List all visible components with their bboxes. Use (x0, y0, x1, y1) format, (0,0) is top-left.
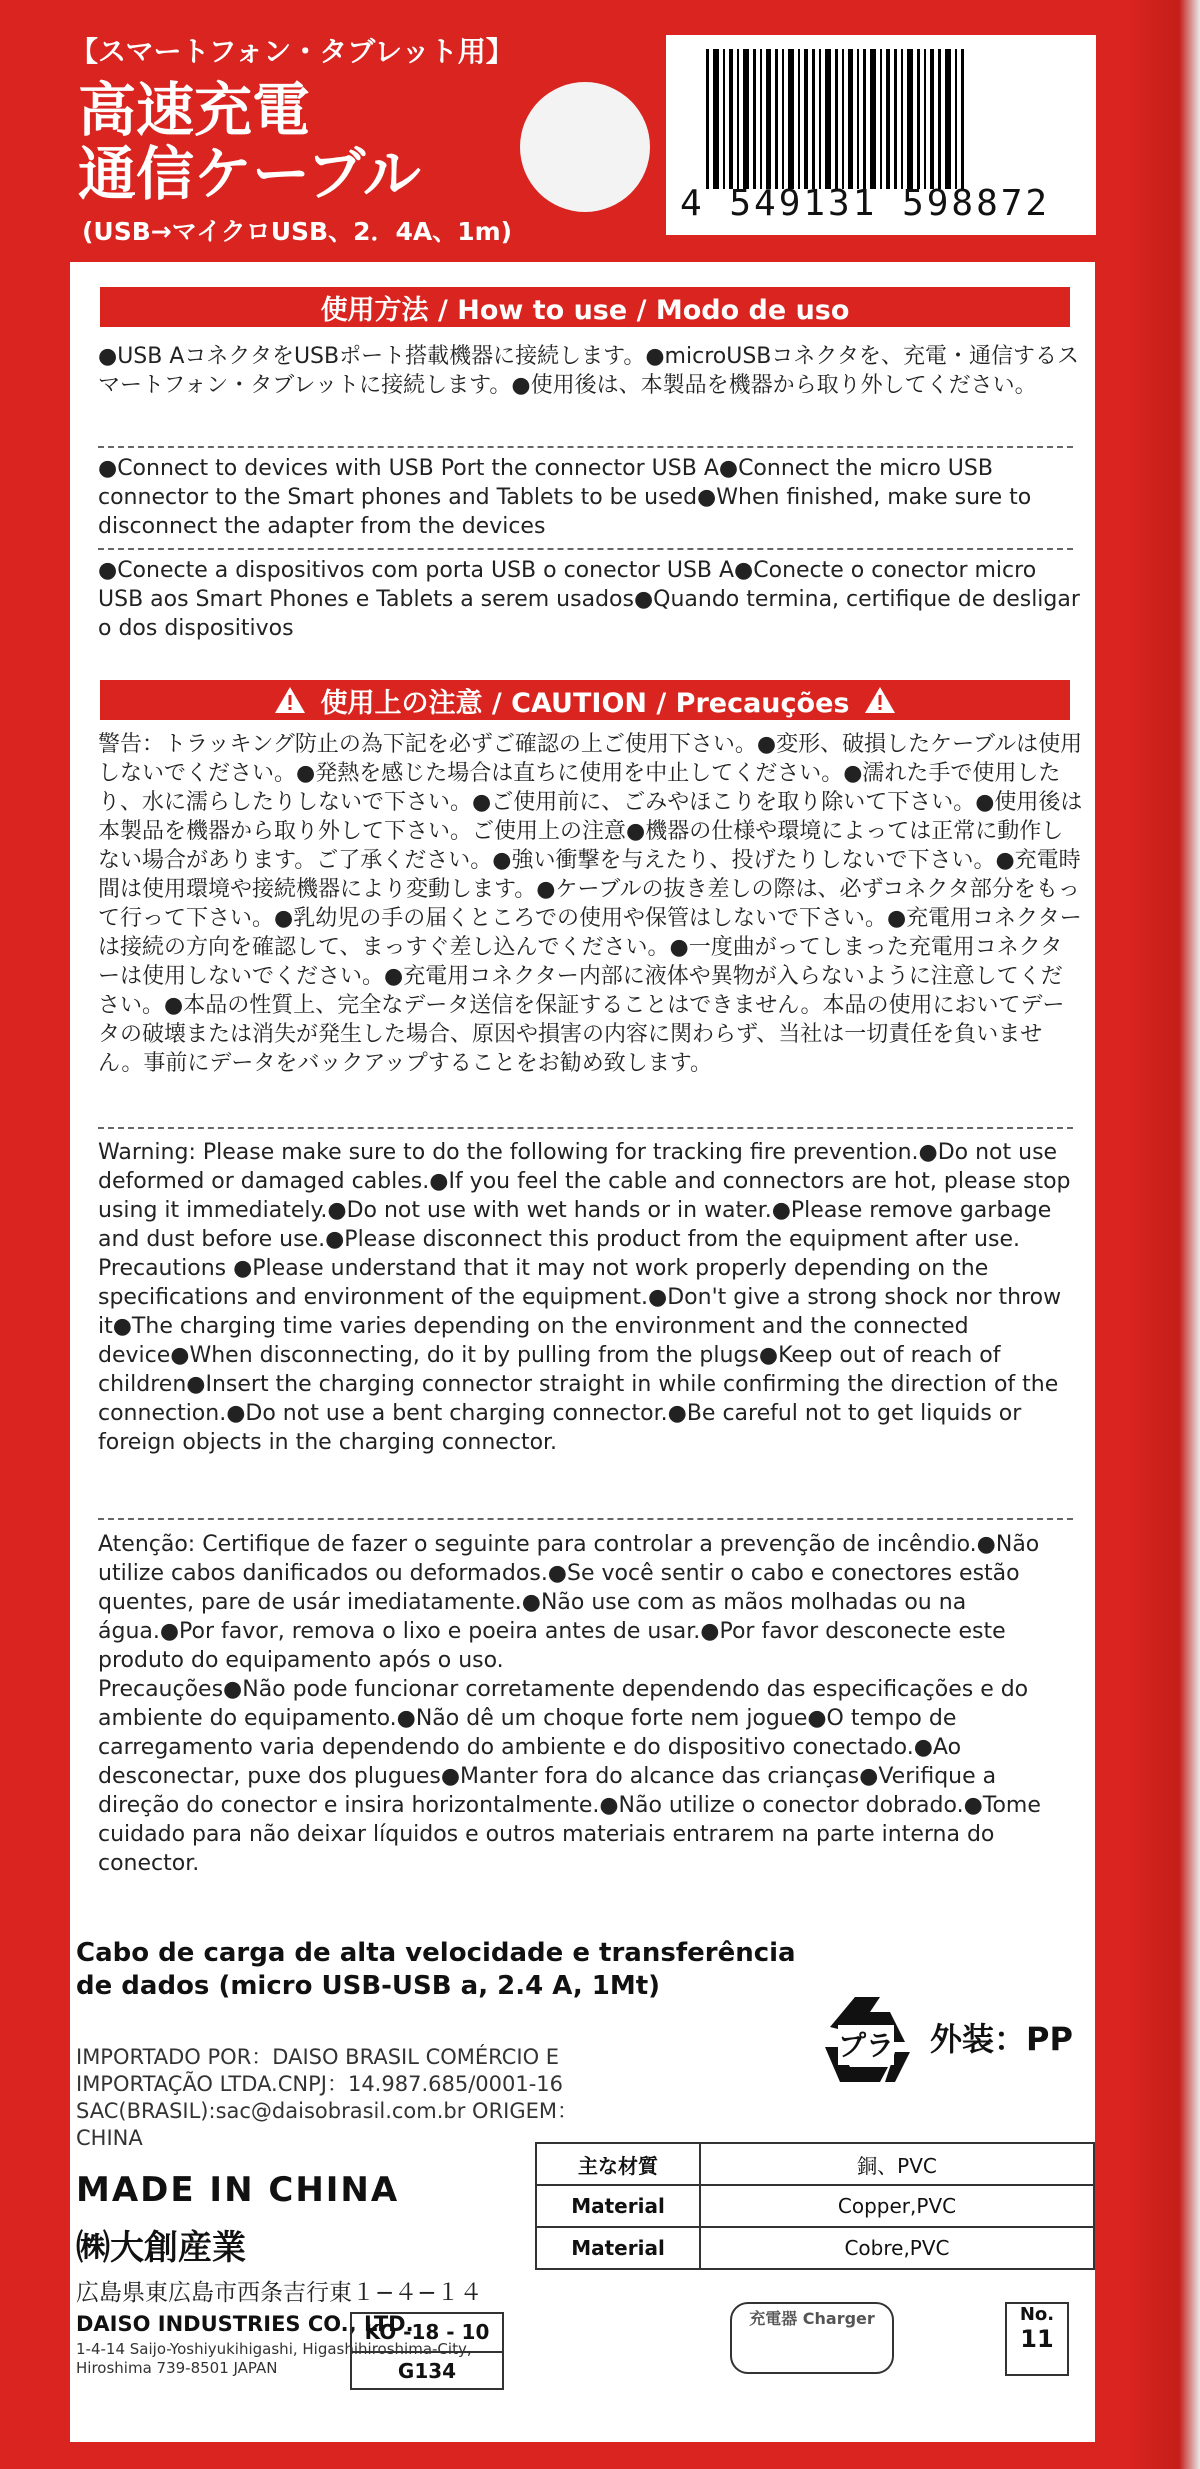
caution-jp: 警告：トラッキング防止の為下記を必ずご確認の上ご使用下さい。●変形、破損したケーブルは使用しないでください。●発熱を感じた場合は直ちに使用を中止してください。●濡れた手で使用したり、水に濡らしたりしないで下さい。●ご使用前に、ごみやほこりを取り除いて下さい。●使用後は本製品を機器から取り外して下さい。ご使用上の注意●機器の仕様や環境によっては正常に動作しない場合があります。ご了承ください。●強い衝撃を与えたり、投げたりしないで下さい。●充電時間は使用環境や接続機器により変動します。●ケーブルの抜き差しの際は、必ずコネクタ部分をもって行って下さい。●乳幼児の手の届くところでの使用や保管はしないで下さい。●充電用コネクターは接続の方向を確認して、まっすぐ差し込んでください。●一度曲がってしまった充電用コネクターは使用しないでください。●充電用コネクター内部に液体や異物が入らないように注意してください。●本品の性質上、完全なデータ送信を保証することはできません。本品の使用においてデータの破壊または消失が発生した場合、原因や損害の内容に関わらず、当社は一切責任を負いません。事前にデータをバックアップすることをお勧め致します。 (98, 732, 1083, 1076)
number-box (1005, 2302, 1069, 2376)
lot-code: KO -18 - 10 (364, 2320, 490, 2344)
barcode-number: 4 549131 598872 (680, 183, 1051, 224)
barcode-bars (706, 49, 1076, 189)
warning-icon (863, 685, 897, 715)
material-label: Material (536, 2227, 700, 2269)
number-label: No. (1019, 2304, 1055, 2325)
materials-table (535, 2142, 1095, 2270)
how-to-use-jp: ●USB AコネクタをUSBポート搭載機器に接続します。●microUSBコネクタを、充電・通信するスマートフォン・タブレットに接続します。●使用後は、本製品を機器から取り外してください。 (98, 344, 1079, 398)
info-panel (70, 262, 1095, 2442)
caution-en: Warning: Please make sure to do the following for tracking fire prevention.●Do not use deformed or damaged cables.●If you feel the cable and connectors are hot, please stop using it immediately.●Do not use with wet hands or in water.●Please remove garbage and dust before use.●Please disconnect this product from the equipment after use. Precautions ●Please understand that it may not work properly depending on the specifications and environment of the equipment.●Don't give a strong shock nor throw it●The charging time varies depending on the environment and the connected device●When disconnecting, do it by pulling from the plugs●Keep out of reach of children●Insert the charging connector straight in while confirming the direction of the connection.●Do not use a bent charging connector.●Be careful not to get liquids or foreign objects in the charging connector. (98, 1140, 1071, 1455)
warning-icon (273, 685, 307, 715)
company-jp: ㈱大創産業 (76, 2228, 246, 2268)
caution-heading-text: 使用上の注意 / CAUTION / Precauções (320, 687, 850, 719)
number-value: 11 (1020, 2325, 1054, 2353)
category-tag: 【スマートフォン・タブレット用】 (70, 35, 514, 68)
caution-pt: Atenção: Certifique de fazer o seguinte para controlar a prevenção de incêndio.●Não utilize cabos danificados ou deformados.●Se você sentir o cabo e conectores estão quentes, pare de usár imediatamente.●Não use com as mãos molhadas ou na água.●Por favor, remova o lixo e poeira antes de usar.●Por favor desconecte este produto do equipamento após o uso. Precauções●Não pode funcionar corretamente dependendo das especificações e do ambiente do equipamento.●Não dê um choque forte nem jogue●O tempo de carregamento varia dependendo do ambiente e do dispositivo conectado.●Ao desconectar, puxe dos plugues●Manter fora do alcance das crianças●Verifique a direção do conector e insira horizontalmente.●Não utilize o conector dobrado.●Tome cuidado para não deixar líquidos e outros materiais entrarem na parte interna do conector. (98, 1532, 1041, 1876)
barcode (666, 35, 1096, 235)
title-line-1: 高速充電 (78, 76, 311, 144)
made-in: MADE IN CHINA (76, 2170, 400, 2210)
package-edge (1130, 0, 1200, 2469)
lot-sub: G134 (352, 2351, 502, 2390)
company-en: DAISO INDUSTRIES CO., LTD. (76, 2312, 414, 2336)
material-value: Cobre,PVC (700, 2227, 1094, 2269)
address-jp: 広島県東広島市西条吉行東１−４−１４ (76, 2280, 483, 2306)
how-to-use-heading: 使用方法 / How to use / Modo de uso (100, 287, 1070, 327)
product-spec: (USB→マイクロUSB、2．4A、1m) (82, 217, 513, 246)
table-row (536, 2143, 1094, 2185)
divider (98, 446, 1073, 448)
charger-stamp: 充電器 Charger (730, 2302, 894, 2374)
title-line-2: 通信ケーブル (78, 140, 421, 208)
divider (98, 548, 1073, 550)
material-label: 主な材質 (536, 2143, 700, 2185)
table-row (536, 2185, 1094, 2227)
lot-code-box (350, 2312, 504, 2390)
hang-hole (520, 82, 650, 212)
importer-info: IMPORTADO POR：DAISO BRASIL COMÉRCIO E IMPORTAÇÃO LTDA.CNPJ：14.987.685/0001-16 SAC(BRASIL):sac@daisobrasil.com.br ORIGEM：CHINA (76, 2045, 579, 2150)
material-value: Copper,PVC (700, 2185, 1094, 2227)
caution-heading (100, 680, 1070, 720)
material-label: Material (536, 2185, 700, 2227)
recycle-mark-text: プラ (837, 2029, 895, 2062)
table-row (536, 2227, 1094, 2269)
how-to-use-en: ●Connect to devices with USB Port the connector USB A●Connect the micro USB connector to the Smart phones and Tablets to be used●When finished, make sure to disconnect the adapter from the devices (98, 456, 1032, 539)
product-title (78, 78, 421, 206)
divider (98, 1518, 1073, 1520)
address-en: 1-4-14 Saijo-Yoshiyukihigashi, Higashihiroshima-City, Hiroshima 739-8501 JAPAN (76, 2340, 472, 2377)
product-name-pt: Cabo de carga de alta velocidade e transferência de dados (micro USB-USB a, 2.4 A, 1Mt) (76, 1938, 796, 2001)
divider (98, 1127, 1073, 1129)
how-to-use-pt: ●Conecte a dispositivos com porta USB o conector USB A●Conecte o conector micro USB aos Smart Phones e Tablets a serem usados●Quando termina, certifique de desligar o dos dispositivos (98, 558, 1080, 641)
packaging-material: 外装：PP (930, 2020, 1073, 2058)
recycle-pla-icon (810, 1987, 920, 2097)
material-value: 銅、PVC (700, 2143, 1094, 2185)
